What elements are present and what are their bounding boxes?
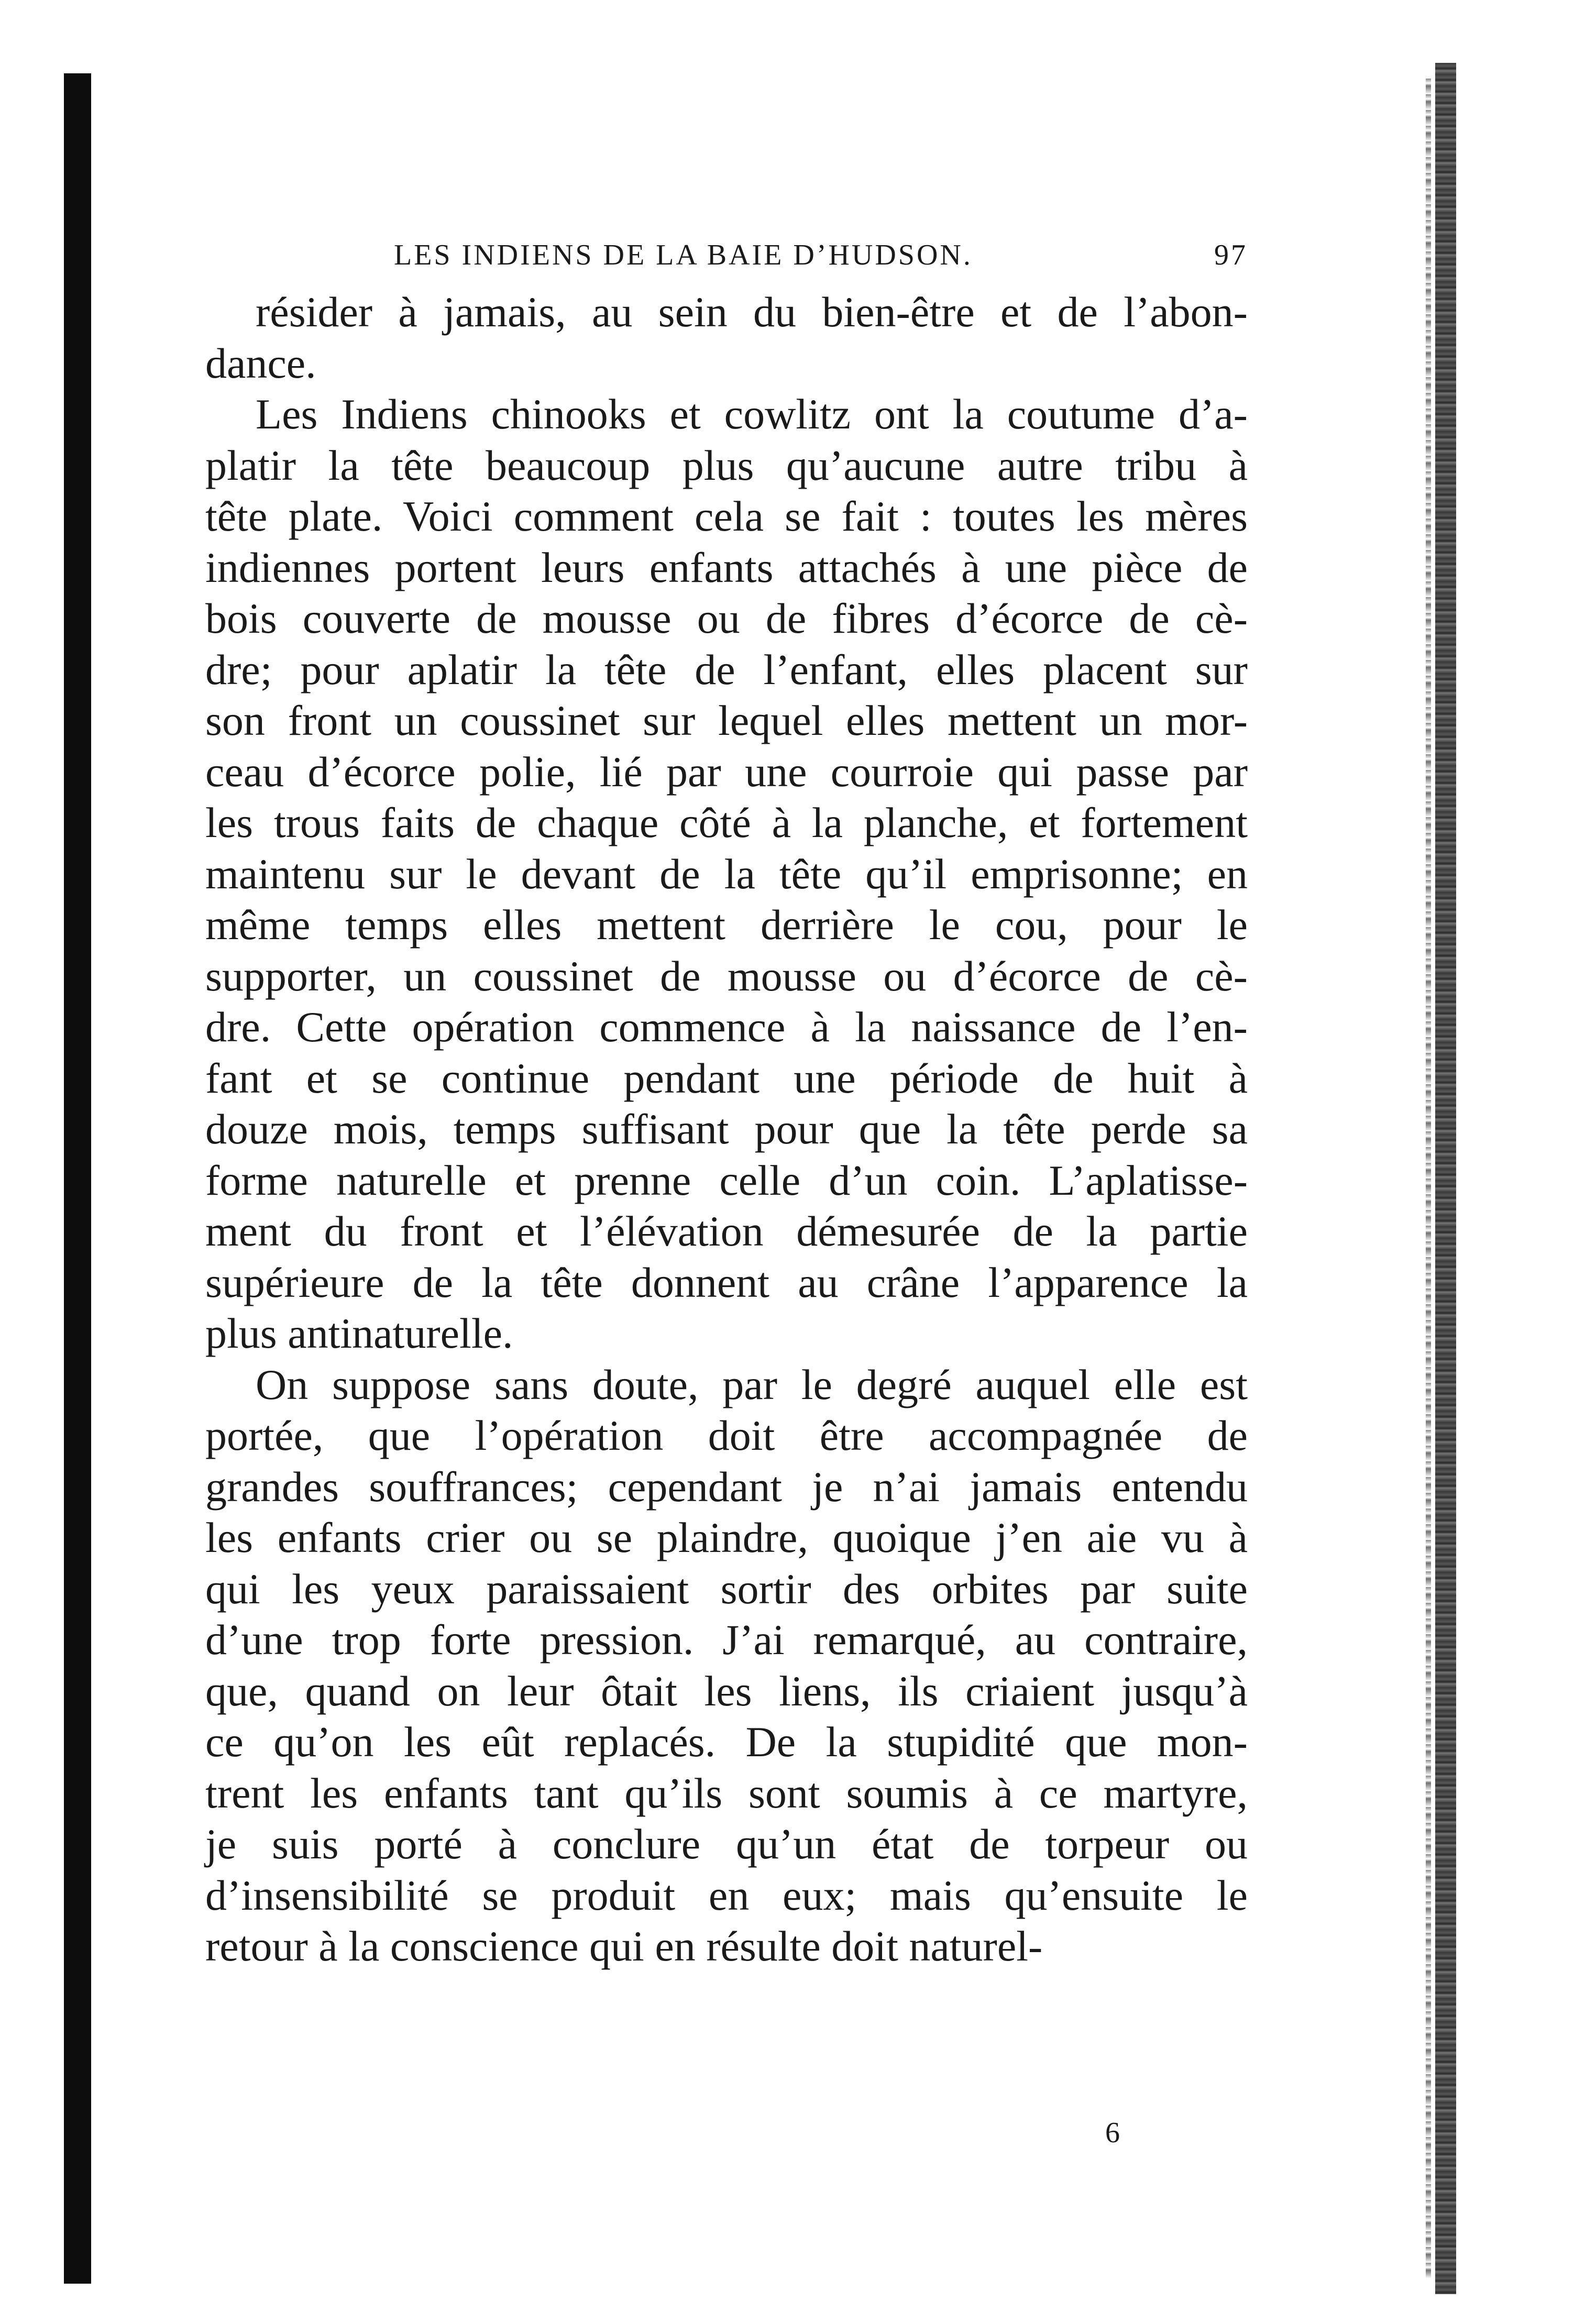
text-line: résider à jamais, au sein du bien-être et de l’abon- — [256, 288, 1248, 336]
text-line: qui les yeux paraissaient sortir des orbites par suite — [205, 1565, 1248, 1613]
text-line: les enfants crier ou se plaindre, quoique j’en aie vu à — [205, 1514, 1248, 1561]
page-number: 97 — [1214, 239, 1248, 271]
text-line: ment du front et l’élévation démesurée de la partie — [205, 1207, 1248, 1255]
text-line: douze mois, temps suffisant pour que la tête perde sa — [205, 1105, 1248, 1153]
text-line: dre. Cette opération commence à la naissance de l’en- — [205, 1003, 1248, 1051]
text-line: supporter, un coussinet de mousse ou d’écorce de cè- — [205, 952, 1248, 1000]
body-text — [205, 287, 1248, 1972]
text-line: trent les enfants tant qu’ils sont soumis à ce martyre, — [205, 1769, 1248, 1817]
text-line: grandes souffrances; cependant je n’ai jamais entendu — [205, 1462, 1248, 1511]
book-page — [205, 238, 1248, 1972]
text-line: dre; pour aplatir la tête de l’enfant, elles placent sur — [205, 645, 1248, 693]
text-line: On suppose sans doute, par le degré auquel elle est — [256, 1360, 1248, 1408]
text-line: bois couverte de mousse ou de fibres d’écorce de cè- — [205, 594, 1248, 642]
text-line: Les Indiens chinooks et cowlitz ont la coutume d’a- — [256, 390, 1248, 438]
paragraph — [205, 389, 1248, 1359]
text-line: même temps elles mettent derrière le cou, pour le — [205, 901, 1248, 949]
text-line: son front un coussinet sur lequel elles mettent un mor- — [205, 697, 1248, 744]
running-header — [205, 238, 1248, 287]
text-line: fant et se continue pendant une période de huit à — [205, 1054, 1248, 1102]
paragraph — [205, 1359, 1248, 1972]
text-line: retour à la conscience qui en résulte doit naturel- — [205, 1922, 1043, 1970]
page-edge-noise — [1426, 79, 1431, 2278]
text-line: portée, que l’opération doit être accompagnée de — [205, 1412, 1248, 1459]
text-line: d’insensibilité se produit en eux; mais qu’ensuite le — [205, 1871, 1248, 1919]
text-line: forme naturelle et prenne celle d’un coin. L’aplatisse- — [205, 1156, 1248, 1204]
text-line: indiennes portent leurs enfants attachés à une pièce de — [205, 543, 1248, 591]
text-line: platir la tête beaucoup plus qu’aucune autre tribu à — [205, 441, 1248, 489]
text-line: supérieure de la tête donnent au crâne l’apparence la — [205, 1258, 1248, 1306]
text-line: ceau d’écorce polie, lié par une courroie qui passe par — [205, 747, 1248, 796]
signature-mark: 6 — [1105, 2117, 1120, 2149]
text-line: ce qu’on les eût replacés. De la stupidité que mon- — [205, 1718, 1248, 1766]
running-title: LES INDIENS DE LA BAIE D’HUDSON. — [394, 239, 973, 271]
text-line: les trous faits de chaque côté à la planche, et fortement — [205, 799, 1248, 846]
paragraph — [205, 287, 1248, 389]
text-line: plus antinaturelle. — [205, 1309, 513, 1357]
text-line: tête plate. Voici comment cela se fait : toutes les mères — [205, 492, 1248, 540]
text-line: d’une trop forte pression. J’ai remarqué, au contraire, — [205, 1616, 1248, 1664]
text-line: maintenu sur le devant de la tête qu’il emprisonne; en — [205, 850, 1248, 898]
text-line: que, quand on leur ôtait les liens, ils criaient jusqu’à — [205, 1667, 1248, 1715]
book-spine-shadow — [64, 73, 91, 2284]
page-edge-shadow — [1435, 63, 1456, 2294]
text-line: dance. — [205, 339, 316, 387]
text-line: je suis porté à conclure qu’un état de torpeur ou — [205, 1820, 1248, 1868]
